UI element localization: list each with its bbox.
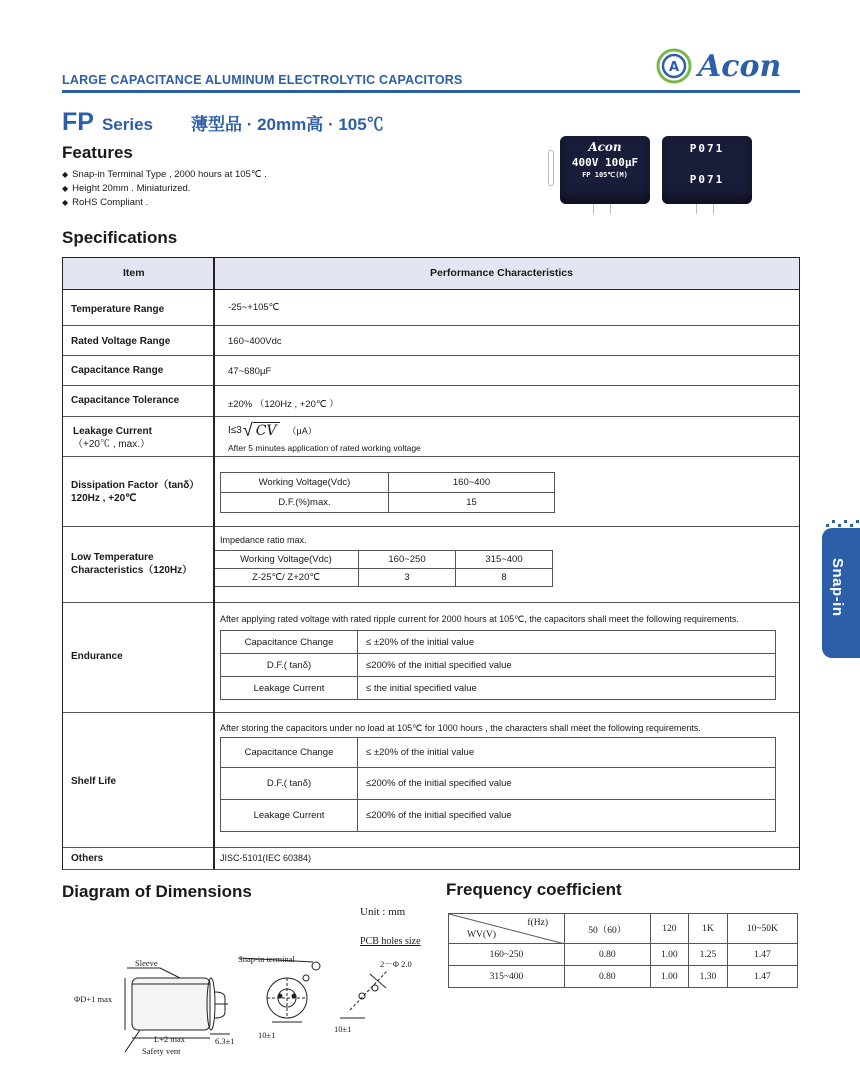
label-snap-in-terminal: Snap-in terminal: [238, 954, 295, 964]
freq-row: 315~400 0.80 1.00 1.30 1.47: [449, 966, 798, 988]
corner-cell: f(Hz) WV(V): [449, 914, 565, 944]
tab-dots-icon: [826, 520, 860, 532]
label-sleeve: Sleeve: [135, 958, 158, 968]
svg-text:A: A: [668, 60, 680, 75]
header-rule: [62, 90, 800, 93]
dimensions-title: Diagram of Dimensions: [62, 882, 252, 901]
row-others: Others JISC-5101(IEC 60384): [63, 848, 799, 870]
series-heading: [62, 108, 384, 137]
features-list: [62, 168, 267, 210]
spec-header-row: [63, 258, 799, 290]
product-images: [548, 136, 758, 216]
label-hole-size: 2－Φ 2.0: [380, 959, 412, 969]
side-tab-snap-in[interactable]: [822, 528, 860, 658]
label-diameter: ΦD+1 max: [74, 994, 113, 1004]
endurance-table: Capacitance Change ≤ ±20% of the initial value D.F.( tanδ) ≤200% of the initial specified value Leakage Current ≤ the initial specified value: [220, 630, 776, 700]
label-lead-gap: 6.3±1: [215, 1036, 235, 1046]
acon-logo-icon: [656, 48, 692, 84]
freq-col: 120: [650, 914, 689, 944]
freq-col: 1K: [689, 914, 728, 944]
row-capacitance-range: Capacitance Range 47~680μF: [63, 356, 799, 386]
unit-label: Unit : mm: [360, 906, 406, 918]
row-rated-voltage: Rated Voltage Range 160~400Vdc: [63, 326, 799, 356]
label-pitch-terminal: 10±1: [258, 1030, 276, 1040]
frequency-table: [448, 913, 798, 988]
feature-item: ◆ Snap-in Terminal Type , 2000 hours at 105℃ .: [62, 168, 267, 182]
feature-item: ◆ RoHS Compliant .: [62, 196, 267, 210]
features-title: Features: [62, 143, 133, 162]
specifications-title: Specifications: [62, 228, 178, 247]
header-item: Item: [123, 267, 145, 279]
row-dissipation-factor: Dissipation Factor（tanδ） 120Hz , +20℃ Working Voltage(Vdc) 160~400 D.F.(%)max. 15: [63, 457, 799, 527]
label-pitch-pcb: 10±1: [334, 1024, 352, 1034]
side-tab-label: Snap-in: [829, 558, 846, 617]
row-temperature-range: Temperature Range -25~+105℃: [63, 290, 799, 326]
capacitor-sleeve-edge: [548, 150, 554, 186]
row-leakage-current: Leakage Current （+20℃ , max.） I≤3 √ CV （μA） After 5 minutes application of rated working voltage: [63, 417, 799, 457]
capacitor-photo-front: Acon 400V 100μF FP 105℃(M): [560, 136, 650, 204]
logo-text: Acon: [698, 48, 782, 84]
row-shelf-life: Shelf Life After storing the capacitors under no load at 105℃ for 1000 hours , the characters shall meet the following requirements. Capacitance Change ≤ ±20% of the initial value D.F.( tanδ) ≤200% of the initial specified value Leakage Current ≤200% of the initial specified value: [63, 713, 799, 848]
freq-col: 10~50K: [727, 914, 797, 944]
brand-logo: [656, 46, 781, 86]
freq-row: 160~250 0.80 1.00 1.25 1.47: [449, 944, 798, 966]
capacitor-photo-back: P071 P071: [662, 136, 752, 204]
pcb-holes-label: PCB holes size: [360, 936, 421, 947]
shelf-life-table: Capacitance Change ≤ ±20% of the initial value D.F.( tanδ) ≤200% of the initial specified value Leakage Current ≤200% of the initial specified value: [220, 737, 776, 832]
label-safety-vent: Safety vent: [142, 1046, 181, 1056]
document-header-title: LARGE CAPACITANCE ALUMINUM ELECTROLYTIC CAPACITORS: [62, 73, 463, 87]
df-table: Working Voltage(Vdc) 160~400 D.F.(%)max. 15: [220, 472, 555, 513]
series-word: Series: [101, 115, 153, 134]
series-code: FP: [62, 108, 94, 136]
feature-item: ◆ Height 20mm . Miniaturized.: [62, 182, 267, 196]
row-endurance: Endurance After applying rated voltage with rated ripple current for 2000 hours at 105℃, the capacitors shall meet the following requirements. Capacitance Change ≤ ±20% of the initial value D.F.( tanδ) ≤200% of the initial specified value Leakage Current ≤ the initial specified value: [63, 603, 799, 713]
specifications-table: [62, 257, 800, 870]
row-capacitance-tolerance: Capacitance Tolerance ±20% （120Hz , +20℃ ）: [63, 386, 799, 417]
row-low-temperature: Low Temperature Characteristics（120Hz） Impedance ratio max. Working Voltage(Vdc) 160~250 315~400 Z-25℃/ Z+20℃ 3 8: [63, 527, 799, 603]
label-length: L+2 max: [154, 1034, 185, 1044]
freq-col: 50（60）: [565, 914, 651, 944]
leakage-formula: I≤3 √ CV （μA）: [228, 420, 317, 440]
series-subtitle: 薄型品 · 20mm高 · 105℃: [191, 115, 384, 134]
header-performance: Performance Characteristics: [430, 267, 573, 279]
low-temp-table: Working Voltage(Vdc) 160~250 315~400 Z-25℃/ Z+20℃ 3 8: [213, 550, 553, 587]
frequency-title: Frequency coefficient: [446, 880, 622, 899]
spec-column-divider: [213, 258, 215, 869]
